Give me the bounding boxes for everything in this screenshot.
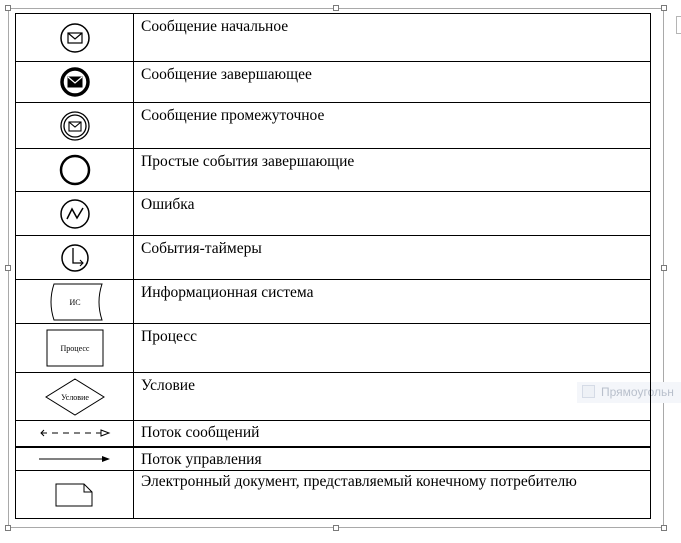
legend-label: Поток управления — [134, 447, 651, 471]
legend-label: Процесс — [134, 324, 651, 373]
legend-row — [16, 471, 651, 519]
legend-label: Ошибка — [134, 192, 651, 236]
legend-row — [16, 447, 651, 471]
icon-cell — [16, 373, 134, 421]
icon-cell — [16, 192, 134, 236]
resize-handle-bottom-center[interactable] — [333, 525, 339, 531]
legend-label: Электронный документ, представляемый конечному потребителю — [134, 471, 651, 519]
legend-label: События-таймеры — [134, 236, 651, 280]
icon-cell — [16, 421, 134, 447]
error-circle-icon — [59, 198, 91, 230]
side-bracket — [676, 16, 681, 34]
legend-row — [16, 62, 651, 103]
solid-arrow-icon — [38, 454, 112, 464]
icon-cell — [16, 149, 134, 192]
tooltip-text: Прямоугольн — [601, 385, 674, 399]
process-shape-text: Процесс — [60, 344, 89, 353]
legend-row — [16, 236, 651, 280]
resize-handle-bottom-left[interactable] — [5, 525, 11, 531]
timer-icon — [59, 242, 91, 274]
resize-handle-top-right[interactable] — [661, 5, 667, 11]
process-box-icon — [45, 328, 105, 368]
information-system-shape-text: ИС — [68, 297, 81, 307]
dashed-arrow-icon — [39, 427, 111, 439]
legend-row — [16, 280, 651, 324]
icon-cell — [16, 62, 134, 103]
legend-row — [16, 373, 651, 421]
legend-label: Условие — [134, 373, 651, 421]
legend-table — [15, 13, 651, 519]
condition-shape-text: Условие — [60, 392, 89, 402]
thick-circle-icon — [58, 153, 92, 187]
legend-row — [16, 14, 651, 62]
legend-label: Сообщение завершающее — [134, 62, 651, 103]
legend-row — [16, 103, 651, 149]
icon-cell — [16, 14, 134, 62]
legend-label: Сообщение начальное — [134, 14, 651, 62]
resize-handle-bottom-right[interactable] — [661, 525, 667, 531]
resize-handle-top-center[interactable] — [333, 5, 339, 11]
legend-label: Простые события завершающие — [134, 149, 651, 192]
icon-cell — [16, 280, 134, 324]
icon-cell — [16, 324, 134, 373]
envelope-circle-start-icon — [59, 22, 91, 54]
condition-diamond-icon — [44, 377, 106, 417]
legend-label: Поток сообщений — [134, 421, 651, 447]
legend-label: Информационная система — [134, 280, 651, 324]
legend-row — [16, 421, 651, 447]
legend-row — [16, 149, 651, 192]
resize-handle-top-left[interactable] — [5, 5, 11, 11]
legend-label: Сообщение промежуточное — [134, 103, 651, 149]
information-system-icon — [44, 282, 106, 322]
legend-row — [16, 324, 651, 373]
legend-row — [16, 192, 651, 236]
resize-handle-middle-left[interactable] — [5, 265, 11, 271]
icon-cell — [16, 103, 134, 149]
resize-handle-middle-right[interactable] — [661, 265, 667, 271]
envelope-circle-intermediate-icon — [59, 110, 91, 142]
icon-cell — [16, 447, 134, 471]
icon-cell — [16, 236, 134, 280]
envelope-circle-end-icon — [59, 66, 91, 98]
icon-cell — [16, 471, 134, 519]
document-icon — [54, 480, 96, 510]
